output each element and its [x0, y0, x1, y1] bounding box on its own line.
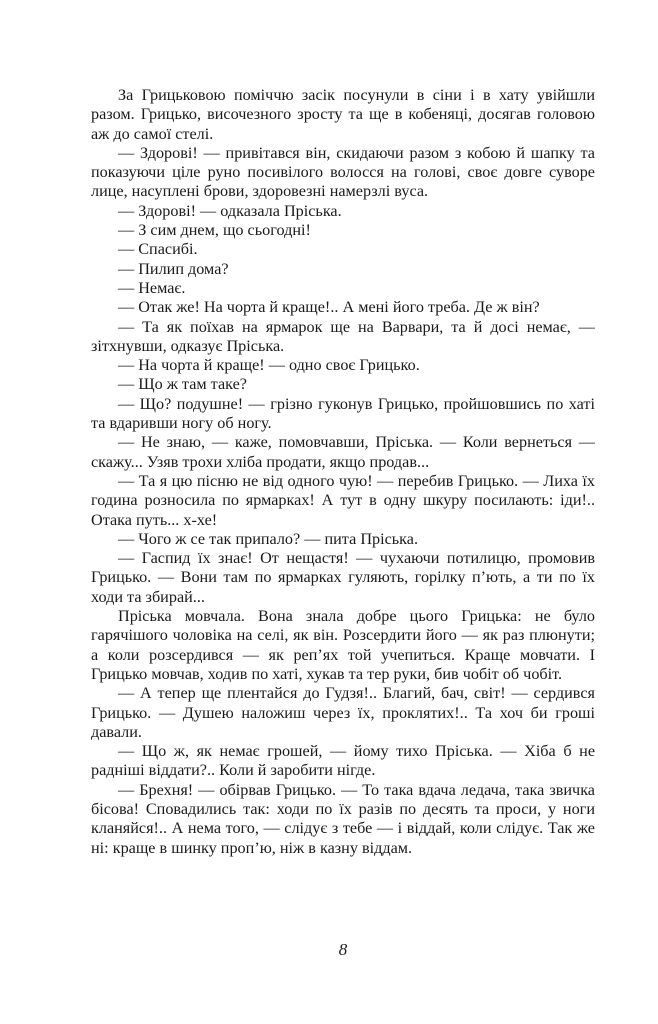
page-body [91, 86, 595, 858]
paragraph: — Здорові! — одказала Пріська. [118, 201, 342, 220]
paragraph: — Чого ж се так припало? — пита Пріська. [118, 529, 419, 548]
paragraph: — Пилип дома? [118, 259, 229, 278]
paragraph: — Що? подушне! — грізно гуконув Грицько, пройшовшись по хаті та вдаривши ногу об ногу. [91, 394, 595, 433]
page-number: 8 [338, 940, 348, 959]
paragraph: — Спасибі. [118, 240, 198, 259]
paragraph: — Гаспид їх знає! От нещастя! — чухаючи потилицю, промовив Грицько. — Вони там по ярмарках гуляють, горілку п’ють, а ти по їх ходи та збирай... [91, 549, 595, 606]
paragraph: — Отак же! На чорта й краще!.. А мені його треба. Де ж він? [118, 298, 540, 317]
paragraph: — Та як поїхав на ярмарок ще на Варвари, та й досі немає, — зітхнувши, одказує Пріська. [91, 317, 595, 355]
paragraph: — Брехня! — обірвав Грицько. — То така вдача ледача, така звичка бісова! Сповадились так: ходи по їх разів по десять та проси, у ноги кланяйся!.. А нема того, — слідує з тебе — і віддай, коли слідує. Так же ні: краще в шинку проп’ю, ніж в казну віддам. [91, 780, 595, 857]
paragraph: — Та я цю пісню не від одного чую! — перебив Грицько. — Лиха їх година розносила по ярмарках! А тут в одну шкуру посилають: іди!.. Отака путь... х-хе! [91, 471, 595, 529]
paragraph: — Що ж, як немає грошей, — йому тихо Пріська. — Хіба б не радніші віддати?.. Коли й заробити нігде. [91, 742, 595, 780]
paragraph: — Здорові! — привітався він, скидаючи разом з кобою й шапку та показуючи ціле руно посивілого волосся на голові, своє довге суворе лице, насуплені брови, здоровезні намерзлі вуса. [91, 143, 595, 201]
paragraph: — З сим днем, що сьогодні! [118, 221, 311, 240]
paragraph: — Немає. [118, 278, 186, 297]
paragraph: Пріська мовчала. Вона знала добре цього Грицька: не було гарячішого чоловіка на селі, як він. Розсердити його — як раз плюнути; а коли розсердився — як реп’ях той учепиться. Краще мовчати. І Грицько мовчав, ходив по хаті, хукав та тер руки, бив чобіт об чобіт. [91, 607, 595, 683]
paragraph: — На чорта й краще! — одно своє Грицько. [118, 356, 420, 375]
paragraph: За Грицьковою поміччю засік посунули в сіни і в хату увійшли разом. Грицько, височезного зросту та ще в кобеняці, досягав головою аж до самої стелі. [91, 86, 595, 143]
paragraph: — Що ж там таке? [118, 375, 247, 394]
paragraph: — Не знаю, — каже, помовчавши, Пріська. — Коли вернеться — скажу... Узяв трохи хліба продати, якщо продав... [91, 433, 595, 471]
paragraph: — А тепер ще плентайся до Гудзя!.. Благий, бач, світ! — сердився Грицько. — Душею наложиш через їх, проклятих!.. Та хоч би гроші давали. [91, 684, 595, 741]
